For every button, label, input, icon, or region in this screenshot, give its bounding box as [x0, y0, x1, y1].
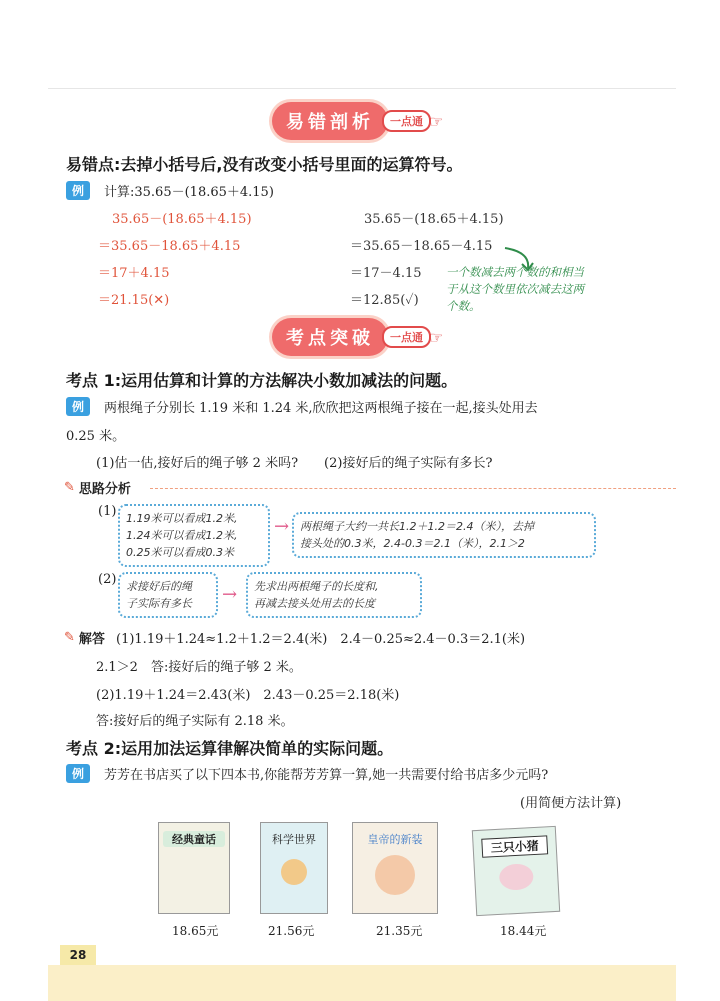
- banner-title: 易错剖析: [286, 112, 374, 133]
- analysis-2-number: (2): [98, 572, 117, 587]
- right-arrow-icon: →: [274, 516, 290, 537]
- analysis-line: 求接好后的绳: [126, 580, 192, 593]
- analysis-line: 先求出两根绳子的长度和,: [254, 580, 379, 593]
- banner-title: 考点突破: [286, 328, 374, 349]
- planet-icon: [281, 859, 307, 885]
- analysis-line: 子实际有多长: [126, 597, 192, 610]
- page-number: 28: [60, 945, 96, 965]
- tip-note: 一个数减去两个数的和相当于从这个数里依次减去这两个数。: [446, 265, 584, 313]
- analysis-1-estimate-box: [118, 504, 270, 567]
- book-title: 科学世界: [272, 833, 316, 846]
- book-price: 18.44元: [500, 924, 547, 938]
- analysis-line: 0.25米可以看成0.3米: [126, 546, 234, 559]
- book-price: 21.56元: [268, 924, 315, 938]
- analysis-divider: [150, 488, 676, 489]
- pencil-icon: ✎: [64, 480, 75, 495]
- answer-line-1: (1)1.19＋1.24≈1.2＋1.2＝2.4(米) 2.4－0.25≈2.4－0.3＝2.1(米): [116, 632, 526, 647]
- banner-title-box: [272, 318, 388, 356]
- book-title: 经典童话: [163, 831, 225, 847]
- top-rule: [48, 88, 676, 89]
- analysis-1-result-box: [292, 512, 596, 558]
- book-price: 18.65元: [172, 924, 219, 938]
- analysis-label: 思路分析: [78, 482, 131, 497]
- pointing-hand-icon: ☞: [429, 327, 444, 347]
- pencil-icon: ✎: [64, 630, 75, 645]
- point-1-subquestions: (1)估一估,接好后的绳子够 2 米吗? (2)接好后的绳子实际有多长?: [96, 456, 493, 471]
- book-cover: [260, 822, 328, 914]
- point-2-hint: (用简便方法计算): [520, 796, 622, 811]
- example-badge: 例: [66, 181, 90, 200]
- pointing-hand-icon: ☞: [429, 111, 444, 131]
- banner-title-box: [272, 102, 388, 140]
- right-arrow-icon: →: [222, 584, 238, 605]
- book-price: 21.35元: [376, 924, 423, 938]
- book-cover: [352, 822, 438, 914]
- book-cover: [472, 826, 560, 916]
- section-banner-error-analysis: [272, 102, 443, 140]
- analysis-line: 再减去接头处用去的长度: [254, 597, 375, 610]
- point-1-question-line-1: 两根绳子分别长 1.19 米和 1.24 米,欣欣把这两根绳子接在一起,接头处用去: [104, 401, 538, 416]
- book-title: 皇帝的新装: [367, 833, 423, 846]
- pig-illustration-icon: [499, 863, 534, 891]
- analysis-line: 接头处的0.3米，2.4-0.3＝2.1（米），2.1＞2: [300, 537, 525, 550]
- answer-heading: [64, 628, 105, 647]
- answer-line-2: 2.1＞2 答:接好后的绳子够 2 米。: [96, 660, 302, 675]
- point-2-heading: 考点 2:运用加法运算律解决简单的实际问题。: [66, 739, 394, 758]
- right-step-3: ＝17－4.15: [350, 266, 422, 281]
- answer-line-4: 答:接好后的绳子实际有 2.18 米。: [96, 714, 294, 729]
- example-badge: 例: [66, 764, 90, 783]
- analysis-1-number: (1): [98, 504, 117, 519]
- example-question: 计算:35.65－(18.65＋4.15): [104, 185, 274, 200]
- analysis-heading: [64, 478, 131, 497]
- right-step-1: 35.65－(18.65＋4.15): [364, 212, 504, 227]
- right-step-4: ＝12.85(✓): [350, 293, 419, 308]
- wrong-step-2: ＝35.65－18.65＋4.15: [98, 239, 241, 254]
- section-banner-key-points: [272, 318, 443, 356]
- example-badge: 例: [66, 397, 90, 416]
- analysis-2-question-box: [118, 572, 218, 618]
- wrong-step-3: ＝17＋4.15: [98, 266, 170, 281]
- wrong-step-4: ＝21.15(✕): [98, 293, 170, 308]
- wrong-step-1: 35.65－(18.65＋4.15): [112, 212, 252, 227]
- emperor-illustration-icon: [375, 855, 415, 895]
- book-cover: [158, 822, 230, 914]
- analysis-line: 1.24米可以看成1.2米,: [126, 529, 238, 542]
- analysis-line: 两根绳子大约一共长1.2＋1.2＝2.4（米），去掉: [300, 520, 534, 533]
- point-1-heading: 考点 1:运用估算和计算的方法解决小数加减法的问题。: [66, 371, 458, 390]
- point-2-question: 芳芳在书店买了以下四本书,你能帮芳芳算一算,她一共需要付给书店多少元吗?: [104, 768, 549, 783]
- book-title: 三只小猪: [481, 835, 548, 857]
- footer-band: [48, 965, 676, 1001]
- answer-line-3: (2)1.19＋1.24＝2.43(米) 2.43－0.25＝2.18(米): [96, 688, 400, 703]
- answer-label: 解答: [78, 632, 105, 647]
- point-1-question-line-2: 0.25 米。: [66, 429, 126, 444]
- error-point-heading: 易错点:去掉小括号后,没有改变小括号里面的运算符号。: [66, 155, 463, 174]
- analysis-line: 1.19米可以看成1.2米,: [126, 512, 238, 525]
- banner-tag: 一点通: [382, 110, 431, 132]
- right-step-2: ＝35.65－18.65－4.15: [350, 239, 493, 254]
- banner-tag: 一点通: [382, 326, 431, 348]
- analysis-2-method-box: [246, 572, 422, 618]
